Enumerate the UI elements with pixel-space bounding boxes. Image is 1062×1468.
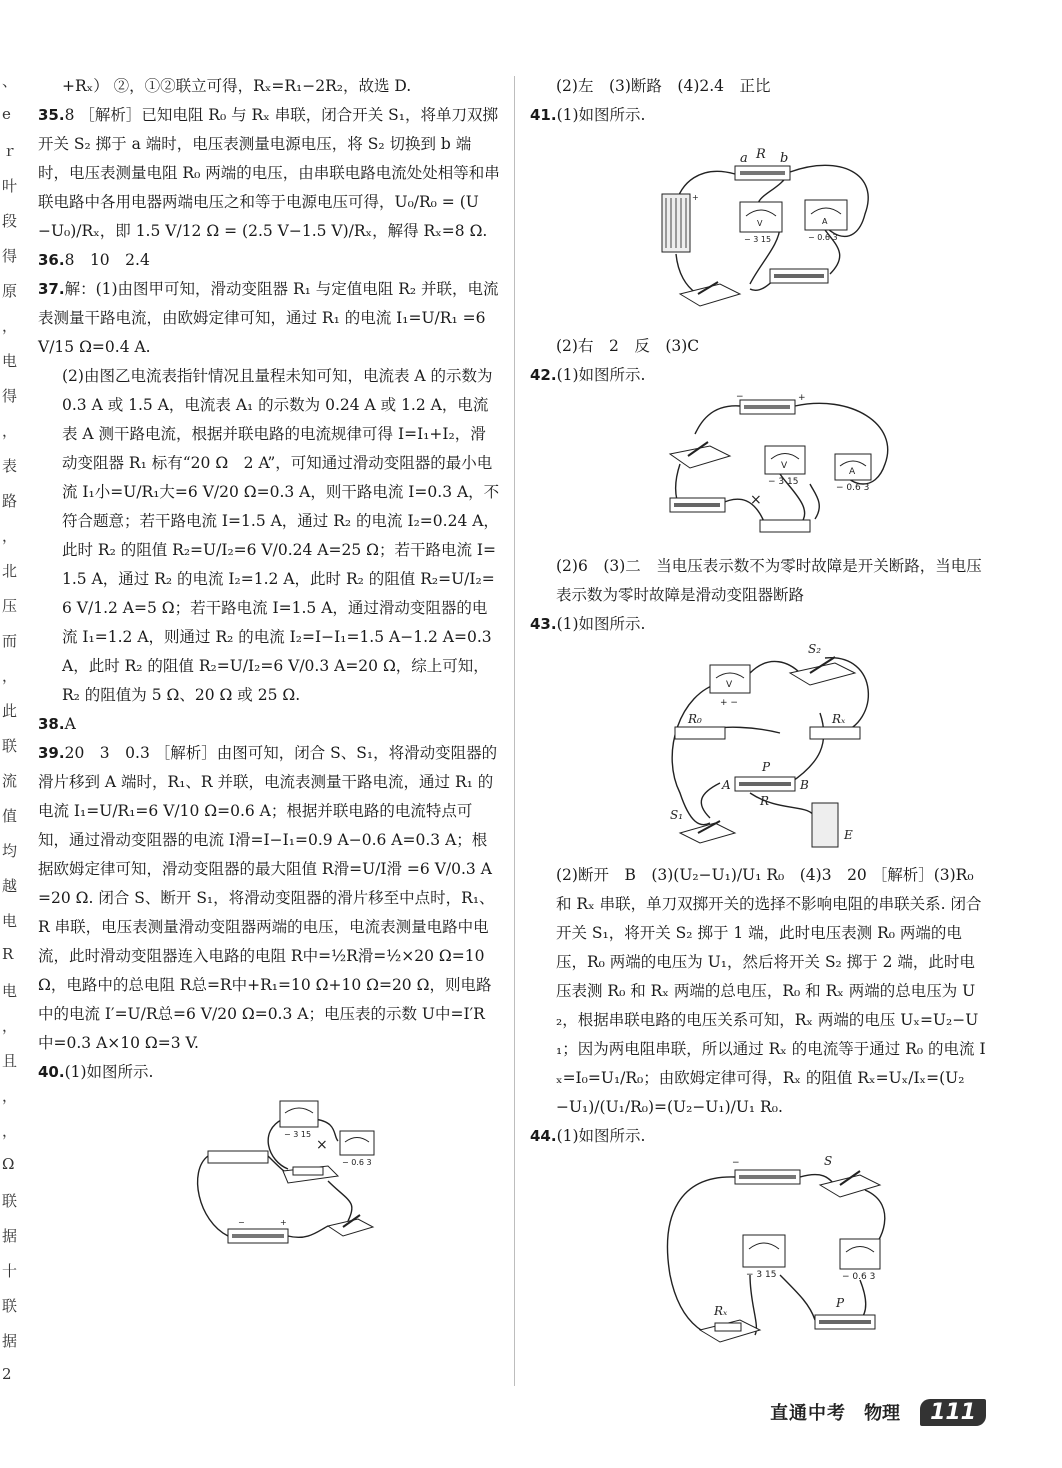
voltmeter-letter: V xyxy=(781,461,788,471)
edge-fragment: ， xyxy=(2,422,18,440)
edge-fragment: 2 xyxy=(2,1365,12,1383)
edge-fragment: ， xyxy=(2,1017,18,1035)
edge-fragment: 据 xyxy=(2,1332,18,1350)
edge-fragment: ｒ xyxy=(2,142,18,160)
answer-item-36 xyxy=(38,246,500,275)
ammeter-scale: − 0.6 3 xyxy=(836,483,870,493)
subject-label: 物理 xyxy=(864,1403,901,1424)
question-number: 36. xyxy=(38,251,65,269)
voltmeter-scale: − 3 15 xyxy=(744,235,772,244)
answer-text: 20 3 0.3 ［解析］由图可知，闭合 S、S₁，将滑动变阻器的滑片移到 A 端时，R₁、R 并联，电流表测量干路电流，通过 R₁ 的电流 I₁=U/R₁=6 V/10 Ω=0.6 A；根据并联电路的电流特点可知，通过滑动变阻器的电流 I滑=I−I₁=0.9 A−0.6 A=0.3 A；根据欧姆定律可知，滑动变阻器的最大阻值 R滑=U/I滑 =6 V/0.3 A=20 Ω. 闭合 S、断开 S₁，将滑动变阻器的滑片移至中点时，R₁、R 串联，电压表测量滑动变阻器两端的电压，电流表测量电路中电流，此时滑动变阻器连入电路的电阻 R中=½R滑=½×20 Ω=10 Ω，电路中的总电阻 R总=R中+R₁=10 Ω+10 Ω=20 Ω，则电路中的电流 I′=U/R总=6 V/20 Ω=0.3 A；电压表的示数 U中=I′R中=0.3 A×10 Ω=3 V. xyxy=(38,744,498,1052)
ammeter-scale: − 0.6 3 xyxy=(808,233,838,242)
label-P: P xyxy=(836,1296,845,1310)
question-number: 38. xyxy=(38,715,65,733)
edge-fragment: ， xyxy=(2,667,18,685)
battery-plus: + xyxy=(798,394,806,403)
battery-minus: − xyxy=(732,1158,740,1168)
edge-fragment: 叶 xyxy=(2,177,18,195)
question-number: 40. xyxy=(38,1063,65,1081)
question-number: 42. xyxy=(530,366,557,384)
left-column xyxy=(38,72,500,1259)
ammeter-letter: A xyxy=(849,467,856,477)
edge-fragment: 而 xyxy=(2,632,18,650)
edge-fragment: 联 xyxy=(2,737,18,755)
label-R: R xyxy=(760,794,770,808)
circuit-figure-43 xyxy=(530,643,986,853)
edge-fragment: 据 xyxy=(2,1227,18,1245)
edge-fragment: 北 xyxy=(2,562,18,580)
circuit-figure-40 xyxy=(38,1091,500,1251)
answer-item-37 xyxy=(38,275,500,362)
question-number: 43. xyxy=(530,615,557,633)
battery-minus: − xyxy=(736,394,744,402)
edge-fragment: 得 xyxy=(2,247,18,265)
left-edge-fragments xyxy=(0,70,22,1400)
edge-fragment: ， xyxy=(2,1087,18,1105)
answer-item-40 xyxy=(38,1058,500,1087)
edge-fragment: 路 xyxy=(2,492,18,510)
answer-item-35 xyxy=(38,101,500,246)
answer-paragraph: (2)右 2 反 (3)C xyxy=(556,337,700,355)
label-rx: Rₓ xyxy=(714,1304,728,1318)
label-R: R xyxy=(756,147,766,162)
label-p: P xyxy=(762,760,771,774)
battery-plus: + xyxy=(692,193,699,202)
cross-mark: × xyxy=(316,1137,328,1153)
answer-paragraph: (2)6 (3)二 当电压表示数不为零时故障是开关断路，当电压表示数为零时故障是滑动变阻器断路 xyxy=(556,557,982,604)
edge-fragment: 且 xyxy=(2,1052,18,1070)
label-a: a xyxy=(740,151,748,166)
edge-fragment: 电 xyxy=(2,982,18,1000)
edge-fragment: e xyxy=(2,105,11,123)
answer-paragraph: (2)左 (3)断路 (4)2.4 正比 xyxy=(556,77,771,95)
edge-fragment: 压 xyxy=(2,597,18,615)
edge-fragment: 值 xyxy=(2,807,18,825)
edge-fragment: 十 xyxy=(2,1262,18,1280)
edge-fragment: 此 xyxy=(2,702,18,720)
answer-text: (1)如图所示. xyxy=(556,615,646,633)
label-A: A xyxy=(722,778,731,792)
edge-fragment: 原 xyxy=(2,282,18,300)
question-number: 41. xyxy=(530,106,557,124)
answer-text: 解：(1)由图甲可知，滑动变阻器 R₁ 与定值电阻 R₂ 并联，电流表测量干路电流，由欧姆定律可知，通过 R₁ 的电流 I₁=U/R₁ =6 V/15 Ω=0.4 A. xyxy=(38,280,499,356)
answer-text: (1)如图所示. xyxy=(556,366,646,384)
voltmeter-letter: V xyxy=(726,680,733,690)
label-b: b xyxy=(780,151,789,166)
label-S: S xyxy=(824,1155,833,1168)
circuit-figure-42 xyxy=(530,394,986,544)
book-title: 直通中考 xyxy=(770,1403,847,1424)
answer-text: (1)如图所示. xyxy=(556,1127,646,1145)
answer-text: (1)如图所示. xyxy=(556,106,646,124)
battery-plus: + xyxy=(280,1218,287,1227)
right-column xyxy=(530,72,986,1363)
cross-mark: × xyxy=(750,492,762,508)
label-B: B xyxy=(800,778,809,792)
ammeter-scale: − 0.6 3 xyxy=(342,1158,372,1167)
edge-fragment: R xyxy=(2,945,14,963)
edge-fragment: ， xyxy=(2,317,18,335)
ammeter-scale: − 0.6 3 xyxy=(842,1272,876,1282)
answer-item-44 xyxy=(530,1122,986,1151)
answer-text: 8 10 2.4 xyxy=(64,251,150,269)
edge-fragment: 电 xyxy=(2,912,18,930)
answer-paragraph: +Rₓ） ②，①②联立可得，Rₓ=R₁−2R₂，故选 D. xyxy=(62,77,412,95)
label-rx: Rₓ xyxy=(832,712,846,726)
voltmeter-scale: − 3 15 xyxy=(746,1270,777,1280)
question-number: 44. xyxy=(530,1127,557,1145)
page-number: 111 xyxy=(920,1399,986,1426)
page-footer xyxy=(770,1394,986,1430)
edge-fragment: 越 xyxy=(2,877,18,895)
edge-fragment: 联 xyxy=(2,1192,18,1210)
edge-fragment: Ω xyxy=(2,1155,15,1173)
edge-fragment: 得 xyxy=(2,387,18,405)
answer-item-39 xyxy=(38,739,500,1058)
battery-minus: − xyxy=(238,1218,245,1227)
answer-item-42 xyxy=(530,361,986,390)
edge-fragment: 段 xyxy=(2,212,18,230)
question-number: 37. xyxy=(38,280,65,298)
label-r0: R₀ xyxy=(688,712,702,726)
answer-text: 8 ［解析］已知电阻 R₀ 与 Rₓ 串联，闭合开关 S₁，将单刀双掷开关 S₂ 掷于 a 端时，电压表测量电源电压，将 S₂ 切换到 b 端时，电压表测量电阻 R₀ 两端的电压，由串联电路电流处处相等和串联电路中各用电器两端电压之和等于电源电压可得，U₀/R₀ = (U−U₀)/Rₓ，即 1.5 V/12 Ω = (2.5 V−1.5 V)/Rₓ，解得 Rₓ=8 Ω. xyxy=(38,106,500,240)
answer-item-38 xyxy=(38,710,500,739)
edge-fragment: ， xyxy=(2,1122,18,1140)
edge-fragment: ， xyxy=(2,527,18,545)
column-divider xyxy=(514,76,515,1386)
circuit-figure-44 xyxy=(530,1155,986,1355)
ammeter-letter: A xyxy=(822,217,828,226)
answer-item-41 xyxy=(530,101,986,130)
label-s2: S₂ xyxy=(808,643,822,656)
edge-fragment: 联 xyxy=(2,1297,18,1315)
edge-fragment: 电 xyxy=(2,352,18,370)
edge-fragment: 均 xyxy=(2,842,18,860)
voltmeter-scale: − 3 15 xyxy=(284,1130,312,1139)
answer-text: A xyxy=(64,715,76,733)
answer-paragraph: (2)由图乙电流表指针情况且量程未知可知，电流表 A 的示数为 0.3 A 或 1.5 A，电流表 A₁ 的示数为 0.24 A 或 1.2 A，电流表 A 测干路电流，根据并联电路的电流规律可得 I=I₁+I₂，滑动变阻器 R₁ 标有“20 Ω 2 A”，可知通过滑动变阻器的最小电流 I₁小=U/R₁大=6 V/20 Ω=0.3 A，则干路电流 I=0.3 A，不符合题意；若干路电流 I=1.5 A，通过 R₂ 的电流 I₂=0.24 A，此时 R₂ 的阻值 R₂=U/I₂=6 V/0.24 A=25 Ω；若干路电流 I=1.5 A，通过 R₂ 的电流 I₂=1.2 A，此时 R₂ 的阻值 R₂=U/I₂=6 V/1.2 A=5 Ω；若干路电流 I=1.5 A，通过滑动变阻器的电流 I₁=1.2 A，则通过 R₂ 的电流 I₂=I−I₁=1.5 A−1.2 A=0.3 A，此时 R₂ 的阻值 R₂=U/I₂=6 V/0.3 A=20 Ω，综上可知，R₂ 的阻值为 5 Ω、20 Ω 或 25 Ω. xyxy=(62,367,500,704)
question-number: 35. xyxy=(38,106,65,124)
answer-text: (1)如图所示. xyxy=(64,1063,154,1081)
label-s1: S₁ xyxy=(670,808,684,822)
question-number: 39. xyxy=(38,744,65,762)
voltmeter-letter: V xyxy=(757,219,763,228)
edge-fragment: 流 xyxy=(2,772,18,790)
circuit-figure-41 xyxy=(530,134,986,324)
edge-fragment: 、 xyxy=(2,72,18,90)
label-E: E xyxy=(844,828,853,842)
voltmeter-scale: − 3 15 xyxy=(768,477,799,487)
answer-paragraph: (2)断开 B (3)(U₂−U₁)/U₁ R₀ (4)3 20 ［解析］(3)R₀ 和 Rₓ 串联，单刀双掷开关的选择不影响电阻的串联关系. 闭合开关 S₁，将开关 S₂ 掷于 1 端，此时电压表测 R₀ 两端的电压，R₀ 两端的电压为 U₁，然后将开关 S₂ 掷于 2 端，此时电压表测 R₀ 和 Rₓ 两端的总电压，R₀ 和 Rₓ 两端的总电压为 U₂，根据串联电路的电压关系可知，Rₓ 两端的电压 Uₓ=U₂−U₁；因为两电阻串联，所以通过 Rₓ 的电流等于通过 R₀ 的电流 Iₓ=I₀=U₁/R₀；由欧姆定律可得，Rₓ 的阻值 Rₓ=Uₓ/Iₓ=(U₂−U₁)/(U₁/R₀)=(U₂−U₁)/U₁ R₀. xyxy=(556,866,986,1116)
answer-item-43 xyxy=(530,610,986,639)
voltmeter-terminals: + − xyxy=(720,698,738,708)
edge-fragment: 表 xyxy=(2,457,18,475)
